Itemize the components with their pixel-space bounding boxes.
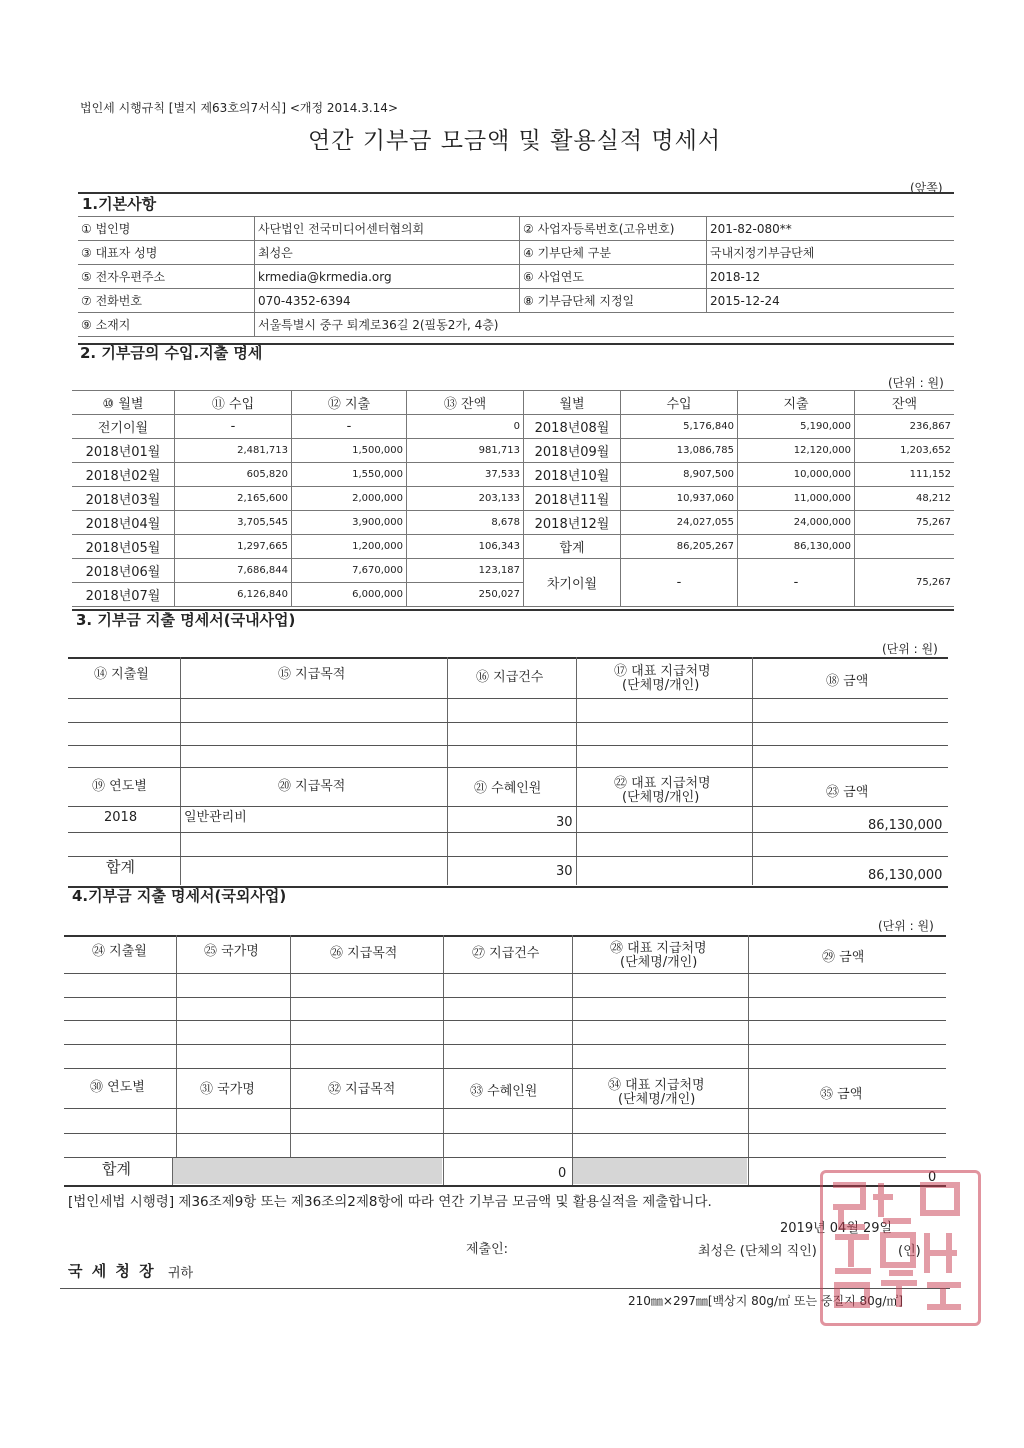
income-cell-balance: 8,678 — [407, 511, 524, 535]
income-cell-right-expense: 11,000,000 — [738, 487, 855, 511]
income-cell-balance: 203,133 — [407, 487, 524, 511]
income-carry-balance: 75,267 — [855, 559, 955, 607]
dom-h-payee-sub: (단체명/개인) — [622, 678, 700, 693]
table-cell: ⑪ 수입 — [175, 391, 292, 415]
income-cell-balance: 106,343 — [407, 535, 524, 559]
document-title: 연간 기부금 모금액 및 활용실적 명세서 — [308, 128, 722, 154]
income-cell-expense: 1,550,000 — [292, 463, 407, 487]
dom-total-count: 30 — [556, 864, 573, 879]
overseas-total-shaded-cell — [173, 1158, 442, 1184]
income-row — [72, 535, 954, 559]
income-cell-right-balance: 48,212 — [855, 487, 955, 511]
reg-no: 201-82-080** — [707, 217, 955, 241]
income-cell-expense: 7,670,000 — [292, 559, 407, 583]
income-cell-balance: 0 — [407, 415, 524, 439]
dom-h-amount: ⑱ 금액 — [826, 674, 869, 689]
dom-h-amount-2: ㉓ 금액 — [826, 785, 869, 800]
income-cell-right-expense: 5,190,000 — [738, 415, 855, 439]
income-row — [72, 559, 954, 583]
table-cell: ⑬ 잔액 — [407, 391, 524, 415]
income-cell-right-month: 2018년12월 — [524, 511, 621, 535]
income-cell-expense: 3,900,000 — [292, 511, 407, 535]
income-cell-month: 2018년02월 — [72, 463, 175, 487]
submitter-name: 최성은 (단체의 직인) — [698, 1244, 817, 1259]
income-cell-income: 3,705,545 — [175, 511, 292, 535]
dom-h-month: ⑭ 지출월 — [94, 667, 149, 682]
income-cell-right-income: 5,176,840 — [621, 415, 738, 439]
income-carry-expense: - — [738, 559, 855, 607]
income-unit: (단위 : 원) — [888, 376, 944, 390]
submitter-label: 제출인: — [466, 1242, 509, 1257]
ovs-h-beneficiaries: ㉝ 수혜인원 — [470, 1084, 538, 1099]
income-cell-right-income: 24,027,055 — [621, 511, 738, 535]
phone: 070-4352-6394 — [255, 289, 520, 313]
ovs-h-purpose-2: ㉜ 지급목적 — [328, 1082, 396, 1097]
table-cell: 월별 — [524, 391, 621, 415]
income-cell-income: 6,126,840 — [175, 583, 292, 607]
income-cell-right-month: 2018년08월 — [524, 415, 621, 439]
income-cell-right-month: 합계 — [524, 535, 621, 559]
income-cell-balance: 123,187 — [407, 559, 524, 583]
rep-name: 최성은 — [255, 241, 520, 265]
income-row — [72, 487, 954, 511]
income-cell-income: 1,297,665 — [175, 535, 292, 559]
address: 서울특별시 중구 퇴계로36길 2(필동2가, 4층) — [255, 313, 955, 337]
income-cell-expense: 6,000,000 — [292, 583, 407, 607]
recipient-suffix: 귀하 — [168, 1266, 194, 1281]
income-cell-income: 2,481,713 — [175, 439, 292, 463]
domestic-heading: 3. 기부금 지출 명세서(국내사업) — [76, 611, 296, 629]
ovs-h-payee: ㉘ 대표 지급처명 — [610, 941, 707, 956]
income-cell-balance: 981,713 — [407, 439, 524, 463]
income-cell-right-balance: 1,203,652 — [855, 439, 955, 463]
overseas-total-shaded-cell-2 — [573, 1158, 747, 1184]
form-header: 법인세 시행규칙 [별지 제63호의7서식] <개정 2014.3.14> — [80, 101, 398, 115]
income-cell-right-expense: 86,130,000 — [738, 535, 855, 559]
email: krmedia@krmedia.org — [255, 265, 520, 289]
dom-total-label: 합계 — [106, 858, 135, 876]
label-designation-date: ⑧ 기부금단체 지정일 — [520, 289, 707, 313]
income-cell-right-balance — [855, 535, 955, 559]
paper-spec: 210㎜×297㎜[백상지 80g/㎡ 또는 중질지 80g/㎡] — [628, 1294, 904, 1308]
submission-date: 2019년 04월 29일 — [780, 1221, 893, 1236]
corp-name: 사단법인 전국미디어센터협의회 — [255, 217, 520, 241]
ovs-total-count: 0 — [558, 1166, 567, 1181]
income-cell-month: 2018년01월 — [72, 439, 175, 463]
fiscal-year: 2018-12 — [707, 265, 955, 289]
income-heading: 2. 기부금의 수입.지출 명세 — [80, 344, 263, 362]
income-cell-right-balance: 111,152 — [855, 463, 955, 487]
income-cell-right-expense: 10,000,000 — [738, 463, 855, 487]
dom-row-count: 30 — [556, 815, 573, 830]
income-cell-right-expense: 12,120,000 — [738, 439, 855, 463]
income-cell-right-income: 8,907,500 — [621, 463, 738, 487]
income-carry-label: 차기이월 — [524, 559, 621, 607]
dom-row-purpose: 일반관리비 — [184, 810, 247, 825]
income-cell-income: 2,165,600 — [175, 487, 292, 511]
ovs-h-country: ㉕ 국가명 — [204, 944, 259, 959]
overseas-unit: (단위 : 원) — [878, 919, 934, 933]
front-label: (앞쪽) — [910, 181, 943, 195]
label-org-type: ④ 기부단체 구분 — [520, 241, 707, 265]
income-cell-balance: 37,533 — [407, 463, 524, 487]
income-carry-income: - — [621, 559, 738, 607]
ovs-h-month: ㉔ 지출월 — [92, 944, 147, 959]
table-cell: 지출 — [738, 391, 855, 415]
income-cell-right-income: 13,086,785 — [621, 439, 738, 463]
ovs-h-payee-sub: (단체명/개인) — [620, 955, 698, 970]
income-cell-month: 2018년06월 — [72, 559, 175, 583]
label-corp-name: ① 법인명 — [78, 217, 255, 241]
income-cell-expense: - — [292, 415, 407, 439]
income-cell-right-month: 2018년10월 — [524, 463, 621, 487]
income-cell-right-balance: 75,267 — [855, 511, 955, 535]
income-cell-month: 2018년03월 — [72, 487, 175, 511]
ovs-h-amount: ㉙ 금액 — [822, 950, 865, 965]
label-address: ⑨ 소재지 — [78, 313, 255, 337]
income-cell-right-month: 2018년09월 — [524, 439, 621, 463]
table-cell: 수입 — [621, 391, 738, 415]
income-cell-balance: 250,027 — [407, 583, 524, 607]
income-cell-expense: 2,000,000 — [292, 487, 407, 511]
income-cell-income: - — [175, 415, 292, 439]
income-cell-right-month: 2018년11월 — [524, 487, 621, 511]
income-cell-right-expense: 24,000,000 — [738, 511, 855, 535]
income-row — [72, 511, 954, 535]
income-cell-expense: 1,200,000 — [292, 535, 407, 559]
income-expense-table — [72, 390, 954, 607]
income-cell-month: 2018년05월 — [72, 535, 175, 559]
domestic-unit: (단위 : 원) — [882, 642, 938, 656]
dom-h-purpose: ⑮ 지급목적 — [278, 667, 346, 682]
dom-row-amount: 86,130,000 — [868, 818, 943, 833]
official-seal — [820, 1170, 981, 1326]
dom-total-amount: 86,130,000 — [868, 868, 943, 883]
table-cell: ⑩ 월별 — [72, 391, 175, 415]
statement-text: [법인세법 시행령] 제36조제9항 또는 제36조의2제8항에 따라 연간 기부금 모금액 및 활용실적을 제출합니다. — [68, 1194, 712, 1210]
dom-h-beneficiaries: ㉑ 수혜인원 — [474, 781, 542, 796]
table-cell: 잔액 — [855, 391, 955, 415]
ovs-h-country-2: ㉛ 국가명 — [200, 1082, 255, 1097]
basic-info-table — [78, 216, 954, 337]
ovs-h-purpose: ㉖ 지급목적 — [330, 946, 398, 961]
income-row — [72, 415, 954, 439]
dom-h-payee: ⑰ 대표 지급처명 — [614, 664, 711, 679]
income-cell-expense: 1,500,000 — [292, 439, 407, 463]
dom-h-purpose-2: ⑳ 지급목적 — [278, 779, 346, 794]
ovs-total-label: 합계 — [102, 1160, 131, 1178]
label-rep-name: ③ 대표자 성명 — [78, 241, 255, 265]
income-cell-right-income: 10,937,060 — [621, 487, 738, 511]
org-type: 국내지정기부금단체 — [707, 241, 955, 265]
income-cell-right-income: 86,205,267 — [621, 535, 738, 559]
overseas-heading: 4.기부금 지출 명세서(국외사업) — [72, 887, 287, 905]
seal-mark: (인) — [898, 1244, 921, 1259]
label-fiscal-year: ⑥ 사업연도 — [520, 265, 707, 289]
income-row — [72, 439, 954, 463]
dom-h-count: ⑯ 지급건수 — [476, 670, 544, 685]
label-email: ⑤ 전자우편주소 — [78, 265, 255, 289]
income-cell-month: 2018년07월 — [72, 583, 175, 607]
income-cell-income: 605,820 — [175, 463, 292, 487]
income-header-row — [72, 391, 954, 415]
designation-date: 2015-12-24 — [707, 289, 955, 313]
income-cell-right-balance: 236,867 — [855, 415, 955, 439]
ovs-h-count: ㉗ 지급건수 — [472, 946, 540, 961]
income-cell-month: 전기이월 — [72, 415, 175, 439]
dom-h-year: ⑲ 연도별 — [92, 779, 147, 794]
income-cell-income: 7,686,844 — [175, 559, 292, 583]
ovs-h-payee-sub-2: (단체명/개인) — [618, 1092, 696, 1107]
label-reg-no: ② 사업자등록번호(고유번호) — [520, 217, 707, 241]
ovs-h-year: ㉚ 연도별 — [90, 1080, 145, 1095]
income-row — [72, 463, 954, 487]
dom-h-payee-sub-2: (단체명/개인) — [622, 790, 700, 805]
basic-heading: 1.기본사항 — [82, 195, 157, 213]
dom-h-payee-2: ㉒ 대표 지급처명 — [614, 776, 711, 791]
ovs-h-amount-2: ㉟ 금액 — [820, 1087, 863, 1102]
label-phone: ⑦ 전화번호 — [78, 289, 255, 313]
ovs-h-payee-2: ㉞ 대표 지급처명 — [608, 1078, 705, 1093]
income-cell-month: 2018년04월 — [72, 511, 175, 535]
recipient: 국 세 청 장 — [68, 1262, 156, 1280]
ovs-total-amount: 0 — [928, 1170, 937, 1185]
table-cell: ⑫ 지출 — [292, 391, 407, 415]
dom-row-year: 2018 — [104, 810, 138, 825]
